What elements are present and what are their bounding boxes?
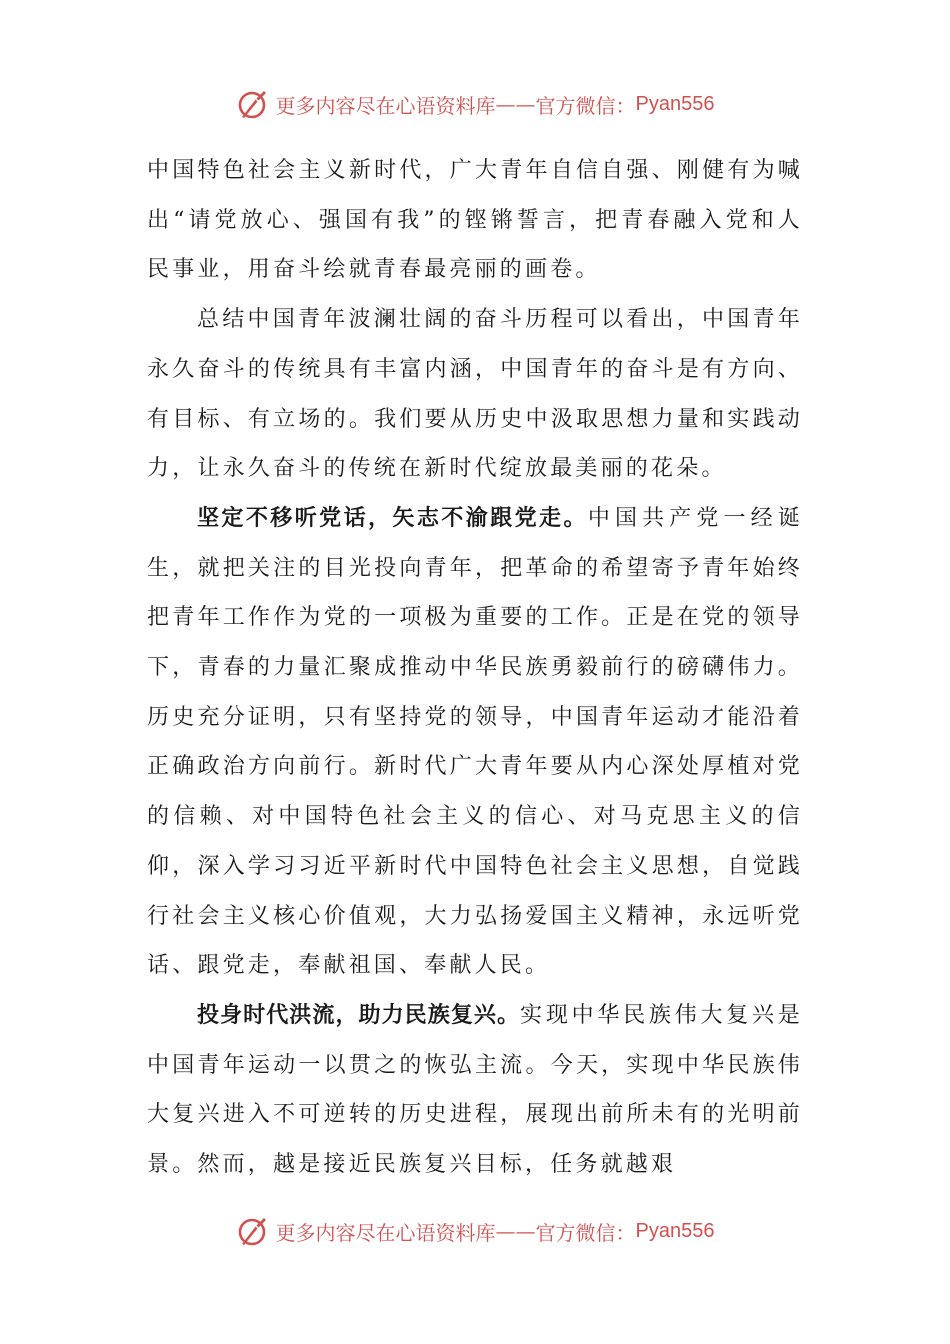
header-watermark: [0, 80, 950, 128]
watermark-wechat-label: 官方微信：: [535, 1220, 636, 1245]
paragraph-3: [147, 494, 803, 991]
paragraph-text: 中国特色社会主义新时代，广大青年自信自强、刚健有为喊出“请党放心、强国有我”的铿锵誓言，把青春融入党和人民事业，用奋斗绘就青春最亮丽的画卷。: [147, 158, 803, 283]
paragraph-text: 中国共产党一经诞生，就把关注的目光投向青年，把革命的希望寄予青年始终把青年工作作为党的一项极为重要的工作。正是在党的领导下，青春的力量汇聚成推动中华民族勇毅前行的磅礴伟力。历史充分证明，只有坚持党的领导，中国青年运动才能沿着正确政治方向前行。新时代广大青年要从内心深处厚植对党的信赖、对中国特色社会主义的信心、对马克思主义的信仰，深入学习习近平新时代中国特色社会主义思想，自觉践行社会主义核心价值观，大力弘扬爱国主义精神，永远听党话、跟党走，奉献祖国、奉献人民。: [147, 505, 803, 979]
watermark-wechat-id: Pyan556: [635, 92, 715, 115]
watermark-text: 更多内容尽在心语资料库: [275, 1220, 496, 1245]
paragraph-heading: 投身时代洪流，助力民族复兴。: [197, 1002, 521, 1028]
paragraph-1: [147, 146, 803, 295]
paragraph-heading: 坚定不移听党话，矢志不渝跟党走。: [197, 505, 588, 531]
footer-watermark: [0, 1207, 950, 1255]
paragraph-4: [147, 991, 803, 1190]
watermark-text: 更多内容尽在心语资料库: [275, 93, 496, 118]
paragraph-text: 总结中国青年波澜壮阔的奋斗历程可以看出，中国青年永久奋斗的传统具有丰富内涵，中国青年的奋斗是有方向、有目标、有立场的。我们要从历史中汲取思想力量和实践动力，让永久奋斗的传统在新时代绽放最美丽的花朵。: [147, 307, 803, 482]
watermark-dash: ——: [495, 92, 536, 116]
paragraph-text: 实现中华民族伟大复兴是中国青年运动一以贯之的恢弘主流。今天，实现中华民族伟大复兴进入不可逆转的历史进程，展现出前所未有的光明前景。然而，越是接近民族复兴目标，任务就越艰: [147, 1002, 803, 1178]
watermark-dash: ——: [495, 1219, 536, 1243]
document-body: [147, 146, 803, 1190]
pen-nib-logo-icon: [236, 1214, 270, 1248]
paragraph-2: [147, 295, 803, 494]
watermark-wechat-label: 官方微信：: [535, 93, 636, 118]
watermark-wechat-id: Pyan556: [635, 1219, 715, 1242]
pen-nib-logo-icon: [236, 87, 270, 121]
